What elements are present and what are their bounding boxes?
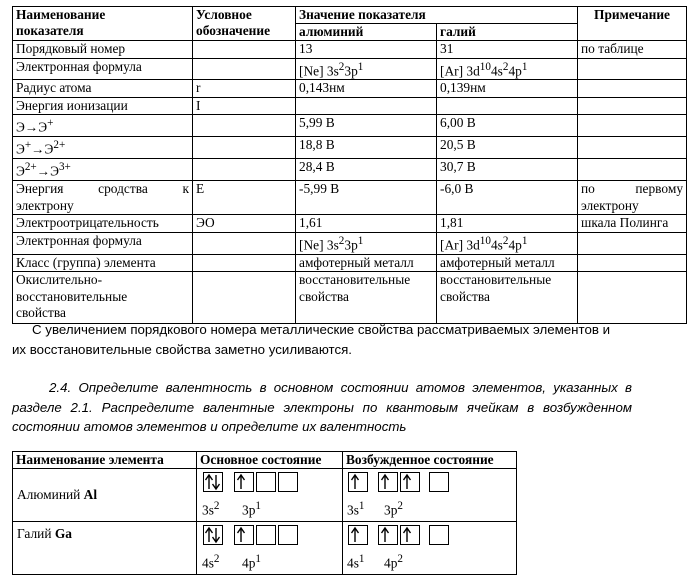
cell-aluminium xyxy=(296,97,437,115)
electron-count: 2 xyxy=(397,500,403,512)
electron-count: 1 xyxy=(255,500,261,512)
cell-gallium: 20,5 В xyxy=(437,137,578,159)
task-line: состоянии атомов элементов и определите их валентность xyxy=(12,419,407,434)
header-name: Наименование показателя xyxy=(13,7,193,41)
cell-aluminium xyxy=(296,272,437,324)
header-aluminium: алюминий xyxy=(296,24,437,41)
table-row xyxy=(13,41,687,59)
cell-gallium: амфотерный металл xyxy=(437,254,578,272)
electron-count: 2 xyxy=(213,553,220,565)
spin-up-arrow xyxy=(382,475,389,489)
cell-gallium: [Ar] $3d^{10}4s^24p^1$ xyxy=(437,232,578,254)
sublevel-label: $3s^2$ xyxy=(202,500,220,518)
cell-note xyxy=(578,159,687,181)
electron-arrows xyxy=(343,522,516,574)
cell-symbol xyxy=(193,272,296,324)
cell-symbol xyxy=(193,137,296,159)
task-line: 2.4. Определите валентность в основном состоянии атомов элементов, указанных в xyxy=(49,380,632,395)
cell-note xyxy=(578,80,687,98)
cell-aluminium: 0,143нм xyxy=(296,80,437,98)
spin-up-arrow xyxy=(404,528,411,542)
electron-count: 1 xyxy=(358,500,365,512)
cell-name-line: свойства xyxy=(16,305,66,321)
cell-name xyxy=(13,181,193,215)
spin-up-arrow xyxy=(382,528,389,542)
cell-symbol xyxy=(193,232,296,254)
cell-note xyxy=(578,181,687,215)
spin-up-arrow xyxy=(238,475,245,489)
cell-aluminium: амфотерный металл xyxy=(296,254,437,272)
cell-symbol xyxy=(193,159,296,181)
table-row xyxy=(13,80,687,98)
cell-note: по таблице xyxy=(578,41,687,59)
cell-symbol: I xyxy=(193,97,296,115)
spin-up-arrow xyxy=(206,528,213,542)
table-row xyxy=(13,232,687,254)
table-row xyxy=(13,215,687,233)
cell-symbol xyxy=(193,254,296,272)
cell-symbol: ЭО xyxy=(193,215,296,233)
conclusion-line: их восстановительные свойства заметно усиливаются. xyxy=(12,341,352,357)
cell-gallium: [Ar] $3d^{10}4s^24p^1$ xyxy=(437,58,578,80)
cell-symbol xyxy=(193,115,296,137)
cell-gallium-line: восстановительные xyxy=(440,272,552,288)
header-note: Примечание xyxy=(578,7,687,41)
spin-up-arrow xyxy=(238,528,245,542)
cell-name xyxy=(13,272,193,324)
cell-gallium: 31 xyxy=(437,41,578,59)
cell-note xyxy=(578,58,687,80)
cell-aluminium: [Ne] $3s^23p^1$ xyxy=(296,232,437,254)
spin-up-arrow xyxy=(352,528,359,542)
task-line: разделе 2.1. Распределите валентные электроны по квантовым ячейкам в возбужденном xyxy=(12,399,632,415)
cell-aluminium: 1,61 xyxy=(296,215,437,233)
spin-up-arrow xyxy=(352,475,359,489)
element-cell xyxy=(13,469,197,522)
table-row xyxy=(13,115,687,137)
table-row xyxy=(13,137,687,159)
cell-gallium: -6,0 В xyxy=(437,181,578,215)
cell-note-line: по первому xyxy=(581,181,684,197)
sublevel-label: $4p^2$ xyxy=(384,553,403,571)
cell-aluminium: 28,4 В xyxy=(296,159,437,181)
orbital-table xyxy=(12,451,517,575)
cell-symbol: E xyxy=(193,181,296,215)
cell-aluminium: 5,99 В xyxy=(296,115,437,137)
header-element: Наименование элемента xyxy=(13,452,197,469)
cell-gallium: 6,00 В xyxy=(437,115,578,137)
cell-name: Электроотрицательность xyxy=(13,215,193,233)
sublevel-label: $4s^2$ xyxy=(202,553,220,571)
sublevel-label: $3s^1$ xyxy=(347,500,365,518)
table-row xyxy=(13,522,517,575)
cell-name: Радиус атома xyxy=(13,80,193,98)
header-gallium: галий xyxy=(437,24,578,41)
cell-gallium: 0,139нм xyxy=(437,80,578,98)
element-cell xyxy=(13,522,197,575)
cell-name: Э→Э+ xyxy=(13,115,193,137)
cell-note xyxy=(578,115,687,137)
properties-table xyxy=(12,6,687,324)
electron-count: 2 xyxy=(397,553,403,565)
table-row xyxy=(13,159,687,181)
header-symbol: Условное обозначение xyxy=(193,7,296,41)
cell-note-line: электрону xyxy=(581,197,639,213)
orbital-cell xyxy=(343,469,517,522)
cell-gallium xyxy=(437,97,578,115)
cell-name: Порядковый номер xyxy=(13,41,193,59)
orbital-table-body xyxy=(13,469,517,575)
cell-name: Электронная формула xyxy=(13,232,193,254)
spin-down-arrow xyxy=(213,475,220,489)
cell-note xyxy=(578,137,687,159)
cell-gallium: 30,7 В xyxy=(437,159,578,181)
cell-note: шкала Полинга xyxy=(578,215,687,233)
cell-name-line: электрону xyxy=(16,197,74,213)
spin-down-arrow xyxy=(213,528,220,542)
electron-count: 2 xyxy=(213,500,220,512)
cell-aluminium-line: свойства xyxy=(299,288,349,304)
cell-note xyxy=(578,254,687,272)
sublevel-label: $4s^1$ xyxy=(347,553,365,571)
orbital-diagram xyxy=(343,469,516,521)
header-ground: Основное состояние xyxy=(197,452,343,469)
cell-gallium: 1,81 xyxy=(437,215,578,233)
sublevel-label: $3p^1$ xyxy=(242,500,261,518)
electron-arrows xyxy=(343,469,516,521)
cell-name-line: Окислительно- xyxy=(16,272,103,288)
element-symbol: Al xyxy=(83,487,98,502)
electron-count: 1 xyxy=(358,553,365,565)
spin-up-arrow xyxy=(206,475,213,489)
spin-up-arrow xyxy=(404,475,411,489)
cell-name: Электронная формула xyxy=(13,58,193,80)
cell-symbol xyxy=(193,41,296,59)
properties-table-body xyxy=(13,41,687,324)
electron-count: 1 xyxy=(255,553,261,565)
table-row xyxy=(13,58,687,80)
sublevel-label: $4p^1$ xyxy=(242,553,261,571)
task-paragraph xyxy=(12,378,632,437)
cell-name: $Э^+\to Э^{2+}$ xyxy=(13,137,193,159)
orbital-cell xyxy=(197,522,343,575)
table-row xyxy=(13,254,687,272)
table-row xyxy=(13,97,687,115)
element-name: Алюминий Al xyxy=(17,487,98,502)
conclusion-paragraph xyxy=(12,320,672,359)
cell-note xyxy=(578,232,687,254)
cell-name-line: Энергия сродства к xyxy=(16,181,189,197)
cell-gallium-line: свойства xyxy=(440,288,490,304)
cell-name: Класс (группа) элемента xyxy=(13,254,193,272)
cell-symbol: r xyxy=(193,80,296,98)
cell-note xyxy=(578,97,687,115)
cell-aluminium-line: восстановительные xyxy=(299,272,411,288)
element-symbol: Ga xyxy=(54,526,72,541)
cell-aluminium: 18,8 В xyxy=(296,137,437,159)
table-row xyxy=(13,272,687,324)
sublevel-label: $3p^2$ xyxy=(384,500,403,518)
cell-name-line: восстановительные xyxy=(16,288,128,304)
orbital-cell xyxy=(197,469,343,522)
orbital-diagram xyxy=(197,522,342,574)
cell-symbol xyxy=(193,58,296,80)
header-excited: Возбужденное состояние xyxy=(343,452,517,469)
header-value: Значение показателя xyxy=(296,7,578,24)
conclusion-line: С увеличением порядкового номера металлические свойства рассматриваемых элементов и xyxy=(32,322,611,337)
table-row xyxy=(13,181,687,215)
element-cell-box xyxy=(13,469,196,521)
orbital-diagram xyxy=(343,522,516,574)
element-cell-box xyxy=(13,522,196,574)
cell-name: Энергия ионизации xyxy=(13,97,193,115)
cell-note xyxy=(578,272,687,324)
element-name: Галий Ga xyxy=(17,526,72,541)
cell-aluminium: -5,99 В xyxy=(296,181,437,215)
cell-gallium xyxy=(437,272,578,324)
orbital-diagram xyxy=(197,469,342,521)
table-row xyxy=(13,469,517,522)
orbital-cell xyxy=(343,522,517,575)
cell-aluminium: [Ne] $3s^23p^1$ xyxy=(296,58,437,80)
cell-name: $Э^{2+}\to Э^{3+}$ xyxy=(13,159,193,181)
cell-aluminium: 13 xyxy=(296,41,437,59)
